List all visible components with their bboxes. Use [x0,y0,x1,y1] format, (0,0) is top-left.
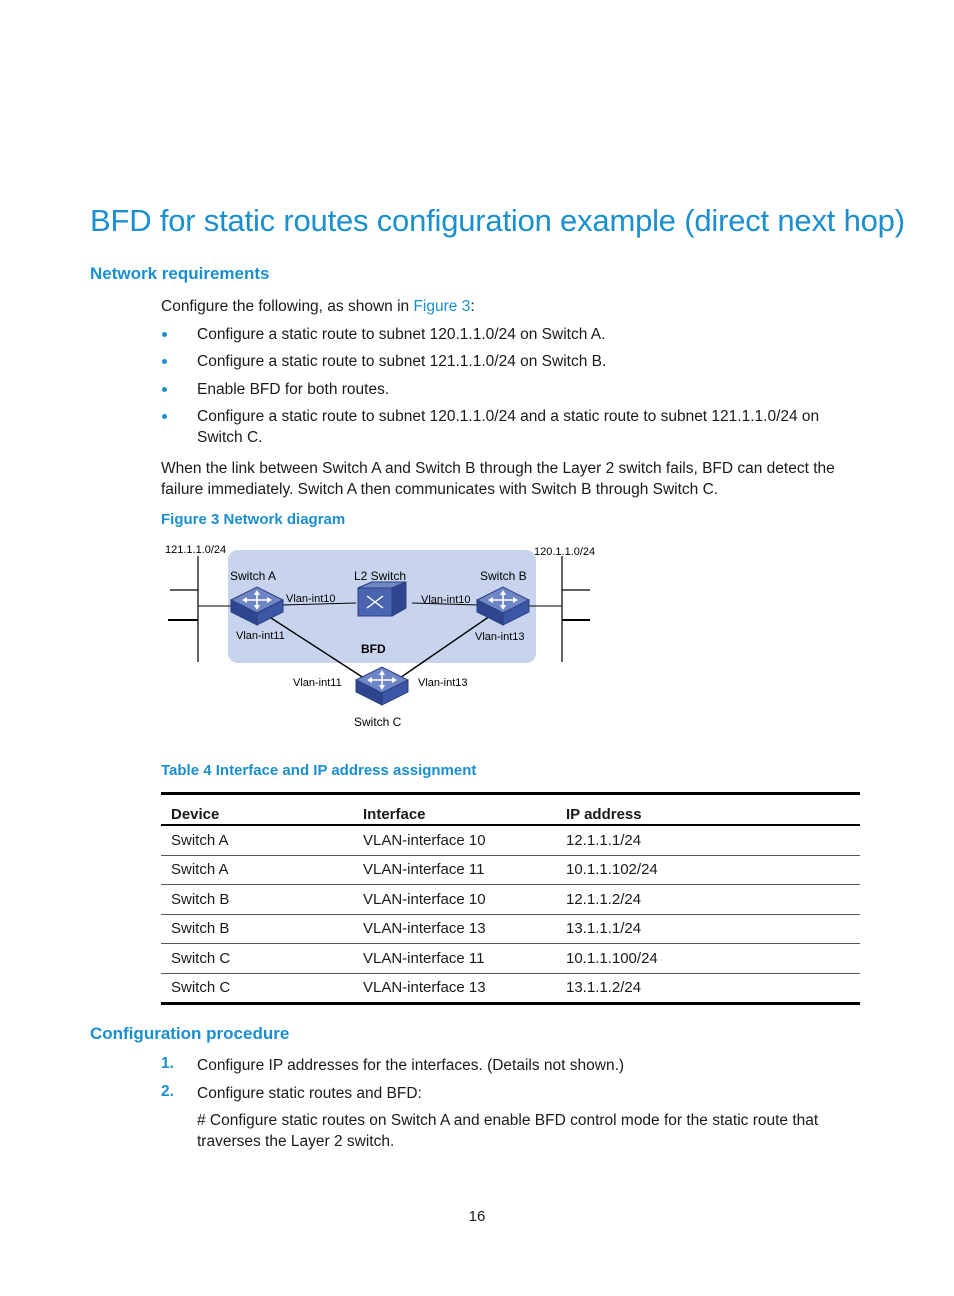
switch-c-vlan11-label: Vlan-int11 [293,677,342,689]
step-number: 2. [161,1083,174,1100]
step-note: # Configure static routes on Switch A and enable BFD control mode for the static route that traverses the Layer 2 switch. [197,1112,819,1150]
intro-suffix: : [470,298,475,315]
switch-b-vlan10-label: Vlan-int10 [421,594,471,606]
switch-c-label: Switch C [354,715,402,729]
subnet-right-label: 120.1.1.0/24 [534,546,596,558]
switch-c-icon [356,667,408,705]
cell-interface: VLAN-interface 11 [353,944,556,974]
cell-ip: 10.1.1.100/24 [556,944,860,974]
table-row [161,885,860,915]
network-diagram [160,536,610,736]
table-header-row [161,794,860,826]
l2-switch-label: L2 Switch [354,569,407,583]
switch-b-label: Switch B [480,569,527,583]
list-item-text: Configure a static route to subnet 120.1.1.0/24 on Switch A. [197,326,606,343]
ip-assignment-table [161,792,860,1005]
step-number: 1. [161,1055,174,1072]
header-device: Device [161,794,353,826]
table-row [161,825,860,855]
switch-a-vlan11-label: Vlan-int11 [236,630,285,642]
cell-interface: VLAN-interface 13 [353,914,556,944]
header-ip-address: IP address [556,794,860,826]
l2-switch-icon [358,582,406,616]
table-row [161,944,860,974]
cell-interface: VLAN-interface 11 [353,855,556,885]
network-requirements-heading: Network requirements [90,264,270,283]
step-text: Configure static routes and BFD: [197,1085,422,1102]
page-title: BFD for static routes configuration example (direct next hop) [90,203,905,238]
table-row [161,914,860,944]
intro-paragraph [161,296,866,317]
switch-a-vlan10-label: Vlan-int10 [286,593,336,605]
cell-device: Switch A [161,825,353,855]
step-text: Configure IP addresses for the interfaces. (Details not shown.) [197,1057,625,1074]
list-item-text: Enable BFD for both routes. [197,381,390,398]
cell-ip: 13.1.1.2/24 [556,973,860,1004]
subnet-left-label: 121.1.1.0/24 [165,544,227,556]
list-item-text: Configure a static route to subnet 121.1.1.0/24 on Switch B. [197,353,607,370]
cell-ip: 12.1.1.1/24 [556,825,860,855]
header-interface: Interface [353,794,556,826]
cell-device: Switch C [161,973,353,1004]
cell-device: Switch B [161,885,353,915]
cell-interface: VLAN-interface 10 [353,825,556,855]
figure-3-link[interactable]: Figure 3 [413,298,471,315]
cell-ip: 10.1.1.102/24 [556,855,860,885]
cell-interface: VLAN-interface 13 [353,973,556,1004]
table-row [161,973,860,1004]
switch-a-label: Switch A [230,569,277,583]
bullet-icon [162,414,167,419]
switch-b-vlan13-label: Vlan-int13 [475,631,525,643]
list-item-text: Configure a static route to subnet 120.1.1.0/24 and a static route to subnet 121.1.1.0/24 on Switch C. [197,408,820,446]
cell-device: Switch B [161,914,353,944]
configuration-procedure-heading: Configuration procedure [90,1024,290,1043]
table-row [161,855,860,885]
bullet-icon [162,387,167,392]
cell-ip: 13.1.1.1/24 [556,914,860,944]
bfd-label: BFD [361,642,386,656]
cell-interface: VLAN-interface 10 [353,885,556,915]
bullet-icon [162,332,167,337]
page-number: 16 [468,1208,486,1225]
bullet-icon [162,359,167,364]
table-caption: Table 4 Interface and IP address assignment [161,762,477,779]
cell-device: Switch C [161,944,353,974]
intro-prefix: Configure the following, as shown in [161,298,414,315]
failure-paragraph: When the link between Switch A and Switch B through the Layer 2 switch fails, BFD can detect the failure immediately. Switch A then communicates with Switch B through Switch C. [161,460,835,498]
figure-caption: Figure 3 Network diagram [161,511,346,528]
cell-ip: 12.1.1.2/24 [556,885,860,915]
switch-c-vlan13-label: Vlan-int13 [418,677,468,689]
cell-device: Switch A [161,855,353,885]
